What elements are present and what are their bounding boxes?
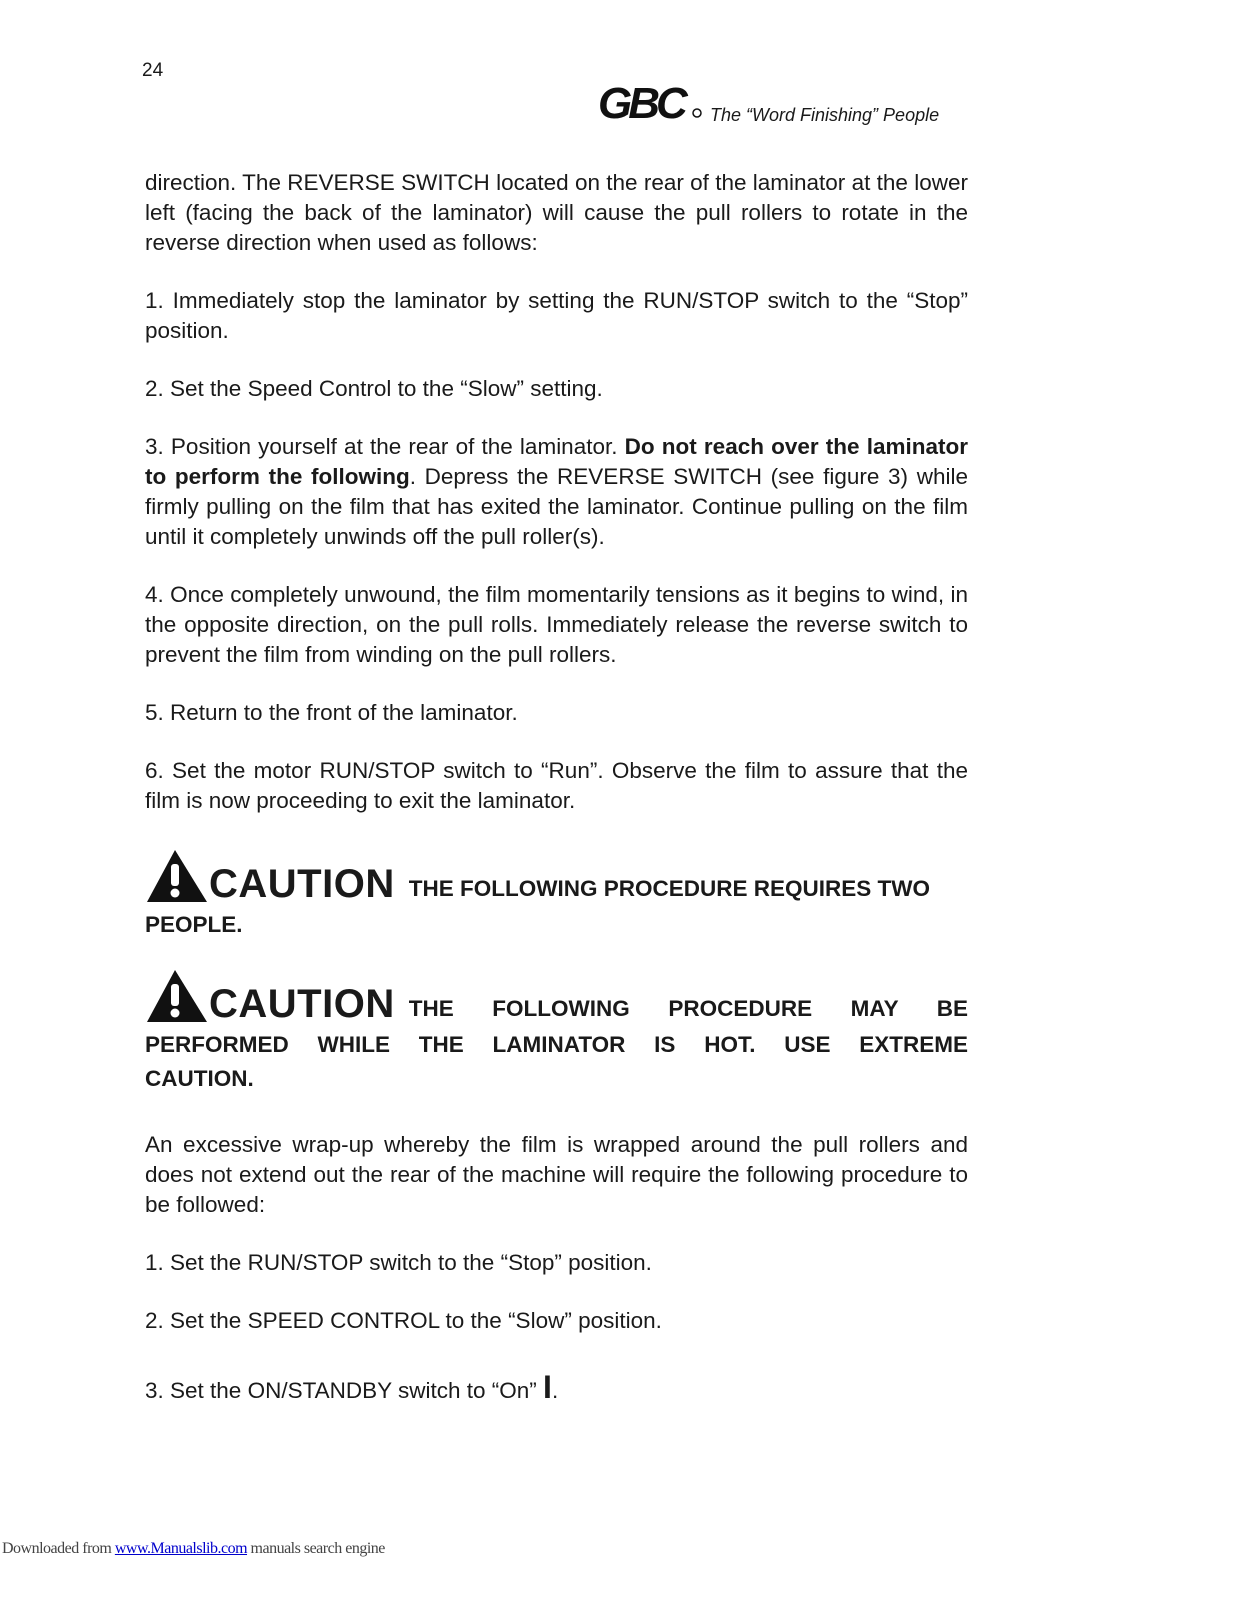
step-2: 2. Set the Speed Control to the “Slow” setting. bbox=[145, 376, 603, 401]
step-5: 5. Return to the front of the laminator. bbox=[145, 700, 518, 725]
download-footer bbox=[2, 1540, 385, 1558]
page-number: 24 bbox=[142, 60, 164, 81]
warning-triangle-icon bbox=[145, 968, 209, 1024]
caution-hot-laminator bbox=[145, 968, 968, 1096]
procedure-intro: An excessive wrap-up whereby the film is wrapped around the pull rollers and does not extend out the rear of the machine will require the following procedure to be followed: bbox=[145, 1132, 968, 1217]
manualslib-link[interactable]: www.Manualslib.com bbox=[114, 1540, 248, 1557]
caution-2-line-3: CAUTION. bbox=[145, 1066, 254, 1091]
on-symbol: I bbox=[543, 1369, 552, 1405]
brand-header bbox=[598, 76, 939, 130]
step-3-start: 3. Position yourself at the rear of the laminator. bbox=[145, 434, 625, 459]
step-4: 4. Once completely unwound, the film momentarily tensions as it begins to wind, in the opposite direction, on the pull rolls. Immediately release the reverse switch to prevent the film from winding on the pull rollers. bbox=[145, 582, 968, 667]
warning-triangle-icon bbox=[145, 848, 209, 904]
step-1: 1. Immediately stop the laminator by setting the RUN/STOP switch to the “Stop” position. bbox=[145, 288, 968, 343]
step-6: 6. Set the motor RUN/STOP switch to “Run”. Observe the film to assure that the film is now proceeding to exit the laminator. bbox=[145, 758, 968, 813]
caution-two-people bbox=[145, 848, 968, 942]
footer-suffix: manuals search engine bbox=[247, 1540, 385, 1557]
caution-1-line-1: THE FOLLOWING PROCEDURE REQUIRES TWO bbox=[408, 876, 930, 901]
footer-prefix: Downloaded from bbox=[2, 1540, 115, 1557]
step-3 bbox=[145, 432, 968, 552]
caution-2-line-1: THE FOLLOWING PROCEDURE MAY BE bbox=[408, 996, 968, 1021]
step-3-end: . Depress the REVERSE SWITCH (see figure 3) while firmly pulling on the film that has exited the laminator. Continue pulling on the film until it completely unwinds off the pull roller(s). bbox=[145, 464, 968, 549]
procedure-step-2: 2. Set the SPEED CONTROL to the “Slow” position. bbox=[145, 1308, 662, 1333]
procedure-step-3-text: 3. Set the ON/STANDBY switch to “On” bbox=[145, 1378, 544, 1403]
procedure-step-1: 1. Set the RUN/STOP switch to the “Stop” position. bbox=[145, 1250, 652, 1275]
caution-1-line-2: PEOPLE. bbox=[145, 912, 243, 937]
brand-tagline: The “Word Finishing” People bbox=[710, 105, 940, 125]
procedure-step-3 bbox=[145, 1369, 968, 1406]
page-content bbox=[145, 168, 968, 1406]
procedure-step-3-end: . bbox=[551, 1378, 559, 1403]
intro-paragraph: direction. The REVERSE SWITCH located on the rear of the laminator at the lower left (facing the back of the laminator) will cause the pull rollers to rotate in the reverse direction when used as follows: bbox=[145, 170, 968, 255]
caution-label: CAUTION bbox=[209, 862, 395, 906]
gbc-logo-text: GBC bbox=[598, 79, 684, 128]
caution-2-line-2: PERFORMED WHILE THE LAMINATOR IS HOT. USE EXTREME bbox=[145, 1032, 968, 1057]
gbc-logo bbox=[598, 76, 706, 130]
step-3-warning: Do not reach over the laminator to perform the following bbox=[145, 434, 968, 489]
caution-label: CAUTION bbox=[209, 982, 395, 1026]
